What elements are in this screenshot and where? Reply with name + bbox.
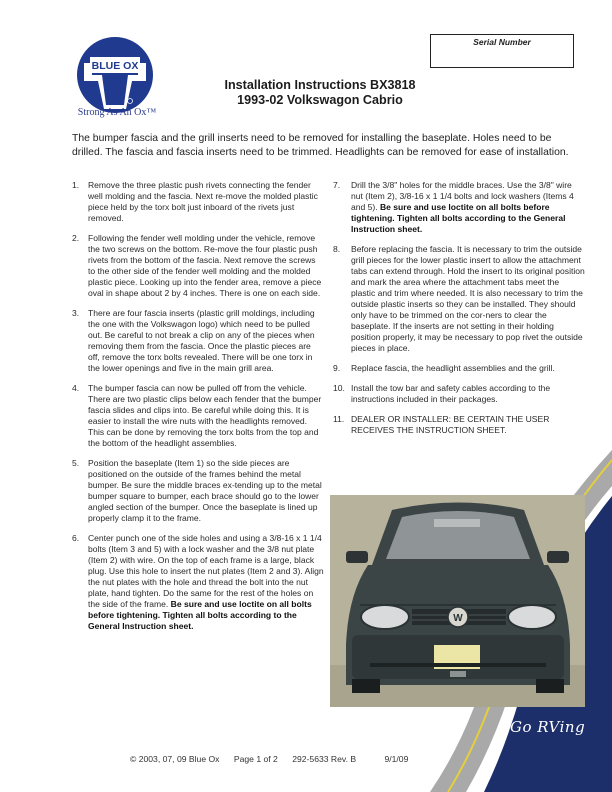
step-item: [72, 383, 324, 449]
step-number: 5.: [72, 458, 80, 468]
step-warning: Be sure and use loctite on all bolts before tightening. Tighten all bolts according to the General Instruction sheet.: [351, 202, 566, 234]
step-text: Install the tow bar and safety cables according to the instructions included in their packages.: [351, 383, 551, 404]
vehicle-photo: [330, 495, 585, 707]
title-line-1: Installation Instructions BX3818: [224, 78, 416, 92]
step-number: 3.: [72, 308, 80, 318]
footer-part-number: 292-5633 Rev. B: [292, 754, 357, 764]
footer-copyright: © 2003, 07, 09 Blue Ox: [130, 754, 220, 764]
page-title: [200, 78, 440, 108]
step-number: 1.: [72, 180, 80, 190]
step-item: [333, 414, 585, 436]
step-number: 11.: [333, 414, 345, 424]
go-rving-logo: Go RVing: [510, 718, 586, 736]
step-text: Before replacing the fascia. It is necessary to trim the outside grill pieces for the lower plastic insert to allow the attachment tabs can extend through. Hold the insert to its original position and mark the area where the attachment tabs meet the plastic and trim where needed. It is also necessary to trim the outside plastic inserts so they can be installed. They should only have to be trimmed on the cor-ners to clear the baseplate. If the inserts are not setting in their holding position properly, it may be necessary to pop rivet the outside pieces in place.: [351, 244, 585, 353]
step-number: 6.: [72, 533, 80, 543]
step-number: 10.: [333, 383, 345, 393]
step-number: 8.: [333, 244, 341, 254]
step-text: Replace fascia, the headlight assemblies and the grill.: [351, 363, 555, 373]
step-item: [72, 308, 324, 374]
serial-number-field[interactable]: [430, 34, 574, 68]
footer-date: 9/1/09: [384, 754, 409, 764]
step-number: 2.: [72, 233, 80, 243]
step-text: The bumper fascia can now be pulled off from the vehicle. There are two plastic clips below each fender that the bumper fascia slides and clips into. Be careful while doing this. It is easier to install the wire nuts with the headlights removed. This can be done by removing the torx bolts from the top and the bottom of the headlight assemblies.: [88, 383, 322, 448]
step-item: [72, 533, 324, 632]
step-text: DEALER OR INSTALLER: BE CERTAIN THE USER RECEIVES THE INSTRUCTION SHEET.: [351, 414, 550, 435]
footer-page-number: Page 1 of 2: [233, 754, 278, 764]
step-item: [333, 383, 585, 405]
logo-text: BLUE OX: [91, 60, 139, 72]
page-footer: [130, 754, 420, 764]
step-number: 4.: [72, 383, 80, 393]
title-line-2: 1993-02 Volkswagon Cabrio: [237, 93, 403, 107]
step-item: [333, 180, 585, 235]
svg-text:W: W: [453, 613, 463, 624]
logo-tagline: Strong As An Ox™: [77, 107, 157, 118]
step-text: Following the fender well molding under the vehicle, remove the two screws on the bottom. Re-move the four plastic push rivets from the bottom of the fascia. Next remove the screws to the other side of the fender well molding and the molded plastic piece. Looking up into the fender area, remove a piece oval in shape about 2 by 4 inches. There is one on each side.: [88, 233, 322, 298]
vehicle-illustration: [330, 495, 585, 707]
step-item: [333, 363, 585, 374]
step-text: Remove the three plastic push rivets connecting the fender well molding and the fascia. Next re-move the molded plastic piece held by the torx bolt just inboard of the rivets just removed.: [88, 180, 318, 223]
step-text: There are four fascia inserts (plastic grill moldings, including the one with the Volkswagon logo) which need to be pulled out. Be careful to not break a clip on any of the pieces when removing them from the fascia. Once the plastic pieces are off, remove the torx bolts revealed. There will be one torx in the lower openings and five in the main grill area.: [88, 308, 315, 373]
step-number: 9.: [333, 363, 341, 373]
steps-left-column: [72, 180, 324, 641]
intro-paragraph: The bumper fascia and the grill inserts need to be removed for installing the baseplate. Holes need to be drilled. The fascia and fascia inserts need to be trimmed. Headlights can be removed for ease of installation.: [72, 133, 569, 158]
step-text: Position the baseplate (Item 1) so the side pieces are positioned on the outside of the frames behind the metal bumper. Be sure the middle braces ex-tending up to the metal bumper square to bumper, each brace should go to the lower angled section of the bumper. Once the baseplate is lined up properly clamp it to the frame.: [88, 458, 322, 523]
step-text: Drill the 3/8" holes for the middle braces. Use the 3/8" wire nut (Item 2), 3/8-16 x 1 1/4 bolts and lock washers (Items 4 and 5).: [351, 180, 574, 212]
step-item: [333, 244, 585, 354]
step-number: 7.: [333, 180, 341, 190]
serial-number-label: Serial Number: [473, 37, 531, 47]
steps-right-column: [333, 180, 585, 445]
step-item: [72, 458, 324, 524]
step-text: Center punch one of the side holes and using a 3/8-16 x 1 1/4 bolts (Item 3 and 5) with a lock washer and the 3/8 nut plate (Item 2) with wire. On the top of each frame is a large, black plug. Use this hole to insert the nut plates (Item 2 and 3). Align the nut plates with the hole and thread the bolt into the nut plate, hand tighten. Do the same for the rest of the holes on the side of the frame.: [88, 533, 324, 609]
step-item: [72, 180, 324, 224]
step-warning: Be sure and use loctite on all bolts before tightening. Tighten all bolts according to the General Instruction sheet.: [88, 599, 312, 631]
step-item: [72, 233, 324, 299]
